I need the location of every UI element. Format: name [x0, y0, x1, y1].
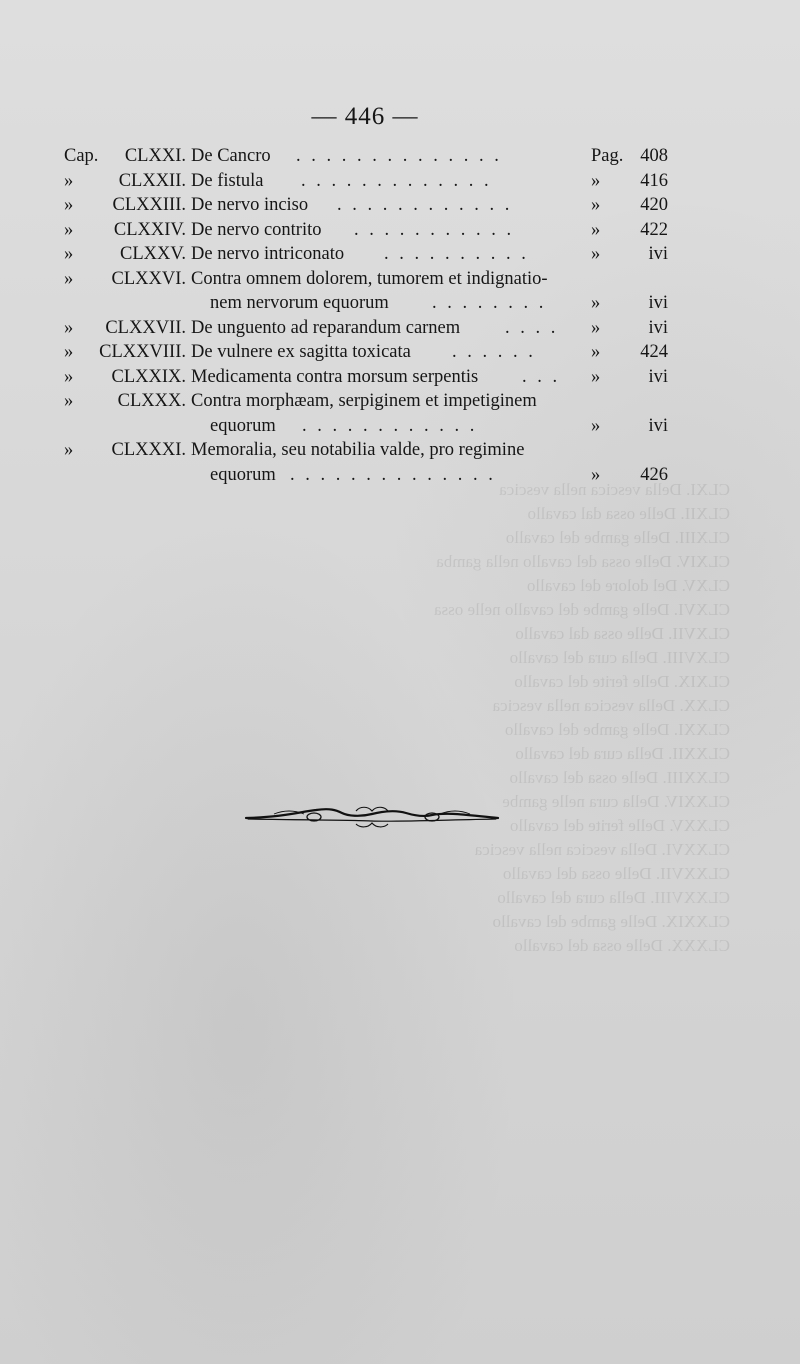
leader-dots: . . . . . . . . . . — [384, 244, 529, 264]
ditto-mark: » — [591, 195, 601, 215]
ditto-mark: » — [591, 317, 601, 338]
leader-dots: . . . . . . — [452, 342, 536, 362]
ditto-mark: » — [64, 342, 74, 362]
show-through-text: CLXI. Della vescica nella vescica CLXII. Delle ossa dal cavallo CLXIII. Delle gambe del cavallo CLXIV. Delle ossa del cavallo nella gamba CLXV. Del dolore del cavallo CLXVI. Delle gambe del cavallo nelle ossa CLXVII. Delle ossa dal cavallo CLXVIII. Della cura del cavallo CLXIX. Delle ferite del cavallo CLXX. Della vescica nella vescica CLXXI. Delle gambe del cavallo CLXXII. Della cura del cavallo CLXXIII. Delle ossa del cavallo CLXXIV. Della cura nelle gambe CLXXV. Delle ferite del cavallo CLXXVI. Della vescica nella vescica CLXXVII. Delle ossa del cavallo CLXXVIII. Della cura del cavallo CLXXIX. Delle gambe del cavallo CLXXX. Delle ossa del cavallo — [434, 480, 730, 955]
chapter-title-continuation: equorum — [210, 415, 276, 436]
chapter-title: De nervo inciso — [191, 195, 309, 215]
page-label: Pag. — [591, 146, 624, 166]
chapter-title: De unguento ad reparandum carnem — [191, 317, 461, 338]
ditto-mark: » — [591, 366, 601, 387]
toc-entry — [64, 340, 668, 365]
chapter-title: De nervo contrito — [191, 219, 322, 240]
chapter-numeral: CLXXVIII. — [99, 342, 186, 362]
chapter-numeral: CLXXV. — [120, 244, 186, 264]
page-reference: ivi — [648, 244, 668, 264]
chapter-title: Contra morphæam, serpiginem et impetiginem — [191, 391, 537, 411]
chapter-numeral: CLXXIII. — [112, 195, 186, 215]
chapter-numeral: CLXXI. — [124, 146, 186, 166]
chapter-title: Memoralia, seu notabilia valde, pro regimine — [191, 440, 525, 460]
leader-dots: . . . . . . . . . . . — [354, 219, 515, 240]
toc-entry-continuation — [64, 414, 668, 439]
leader-dots: . . . . — [505, 317, 559, 338]
ditto-mark: » — [64, 268, 74, 289]
ditto-mark: » — [64, 244, 74, 264]
leader-dots: . . . . . . . . . . . . . . — [296, 146, 502, 166]
ditto-mark: » — [64, 219, 74, 240]
ditto-mark: » — [591, 415, 601, 436]
ditto-mark: » — [64, 391, 74, 411]
page-reference: 416 — [640, 170, 668, 191]
ditto-mark: » — [64, 366, 74, 387]
leader-dots: . . . — [522, 366, 561, 387]
toc-entry-continuation — [64, 291, 668, 316]
chapter-title-continuation: nem nervorum equorum — [210, 293, 389, 313]
chapter-title: De vulnere ex sagitta toxicata — [191, 342, 411, 362]
leader-dots: . . . . . . . . . . . . . — [301, 170, 492, 191]
ditto-mark: » — [64, 195, 74, 215]
leader-dots: . . . . . . . . . . . . — [337, 195, 513, 215]
chapter-title: De nervo intriconato — [191, 244, 345, 264]
leader-dots: . . . . . . . . — [432, 293, 547, 313]
page-reference: 422 — [640, 219, 668, 240]
chapter-title: De Cancro — [191, 146, 271, 166]
toc-entry — [64, 316, 668, 341]
toc-entry — [64, 389, 668, 414]
chapter-title: Medicamenta contra morsum serpentis — [191, 366, 479, 387]
page-reference: 420 — [640, 195, 668, 215]
toc-entry — [64, 438, 668, 463]
ornamental-divider-icon — [244, 800, 500, 832]
chapter-numeral: CLXXXI. — [111, 440, 186, 460]
chapter-title: Contra omnem dolorem, tumorem et indignatio- — [191, 268, 548, 289]
toc-entry-continuation — [64, 463, 668, 488]
page-reference: 424 — [640, 342, 668, 362]
ditto-mark: » — [591, 170, 601, 191]
toc-entry — [64, 169, 668, 194]
chapter-title-continuation: equorum — [210, 464, 276, 485]
page-reference: ivi — [648, 317, 668, 338]
toc-entry — [64, 365, 668, 390]
toc-entry — [64, 267, 668, 292]
page-reference: 408 — [640, 146, 668, 166]
chapter-numeral: CLXXX. — [117, 391, 186, 411]
ditto-mark: » — [591, 219, 601, 240]
ditto-mark: » — [64, 440, 74, 460]
ditto-mark: » — [591, 342, 601, 362]
table-of-contents — [64, 144, 668, 487]
chapter-prefix: Cap. — [64, 146, 99, 166]
page-number: — 446 — — [311, 103, 419, 130]
toc-entry — [64, 144, 668, 169]
chapter-numeral: CLXXVII. — [105, 317, 186, 338]
chapter-numeral: CLXXVI. — [111, 268, 186, 289]
toc-entry — [64, 218, 668, 243]
toc-entry — [64, 193, 668, 218]
chapter-numeral: CLXXIX. — [111, 366, 186, 387]
ditto-mark: » — [591, 244, 601, 264]
page-reference: ivi — [648, 293, 668, 313]
ditto-mark: » — [591, 464, 601, 485]
ditto-mark: » — [591, 293, 601, 313]
page-reference: 426 — [640, 464, 668, 485]
chapter-title: De fistula — [191, 170, 264, 191]
ditto-mark: » — [64, 317, 74, 338]
leader-dots: . . . . . . . . . . . . . . — [290, 464, 496, 485]
chapter-numeral: CLXXIV. — [113, 219, 186, 240]
ditto-mark: » — [64, 170, 74, 191]
chapter-numeral: CLXXII. — [118, 170, 186, 191]
page-reference: ivi — [648, 415, 668, 436]
page-reference: ivi — [648, 366, 668, 387]
toc-entry — [64, 242, 668, 267]
leader-dots: . . . . . . . . . . . . — [302, 415, 478, 436]
